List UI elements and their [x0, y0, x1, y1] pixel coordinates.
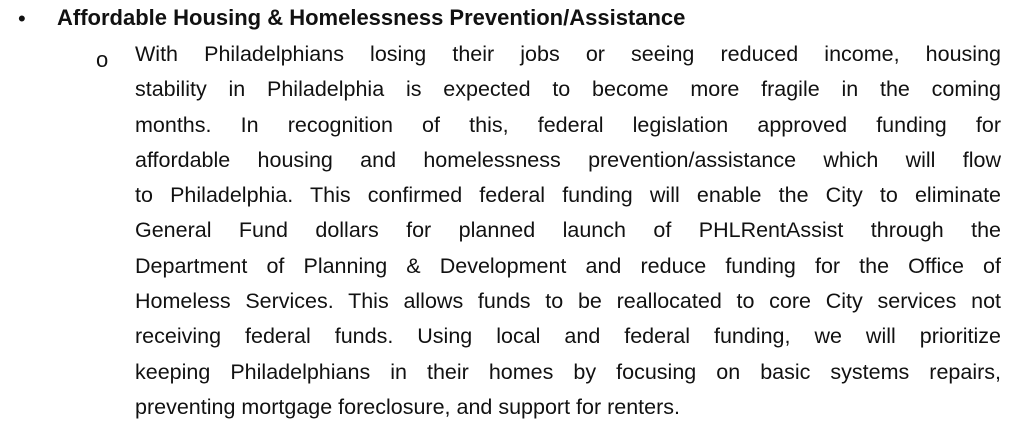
paragraph-line: to Philadelphia. This confirmed federal funding will enable the City to eliminate — [135, 183, 1001, 208]
paragraph-line: receiving federal funds. Using local and federal funding, we will prioritize — [135, 324, 1001, 349]
section-heading: Affordable Housing & Homelessness Prevention/Assistance — [57, 5, 686, 30]
paragraph-line: Homeless Services. This allows funds to be reallocated to core City services not — [135, 289, 1001, 314]
paragraph-line: Department of Planning & Development and reduce funding for the Office of — [135, 253, 1001, 278]
paragraph-line: preventing mortgage foreclosure, and support for renters. — [135, 394, 680, 419]
paragraph-line: keeping Philadelphians in their homes by focusing on basic systems repairs, — [135, 359, 1001, 384]
paragraph-line: affordable housing and homelessness prevention/assistance which will flow — [135, 147, 1001, 172]
paragraph-line: stability in Philadelphia is expected to become more fragile in the coming — [135, 77, 1001, 102]
body-paragraph — [135, 37, 1001, 425]
paragraph-line: General Fund dollars for planned launch of PHLRentAssist through the — [135, 218, 1001, 243]
paragraph-line: With Philadelphians losing their jobs or seeing reduced income, housing — [135, 42, 1001, 66]
paragraph-line: months. In recognition of this, federal legislation approved funding for — [135, 112, 1001, 137]
sub-list-bullet: o — [96, 47, 109, 72]
list-bullet: • — [18, 6, 26, 31]
